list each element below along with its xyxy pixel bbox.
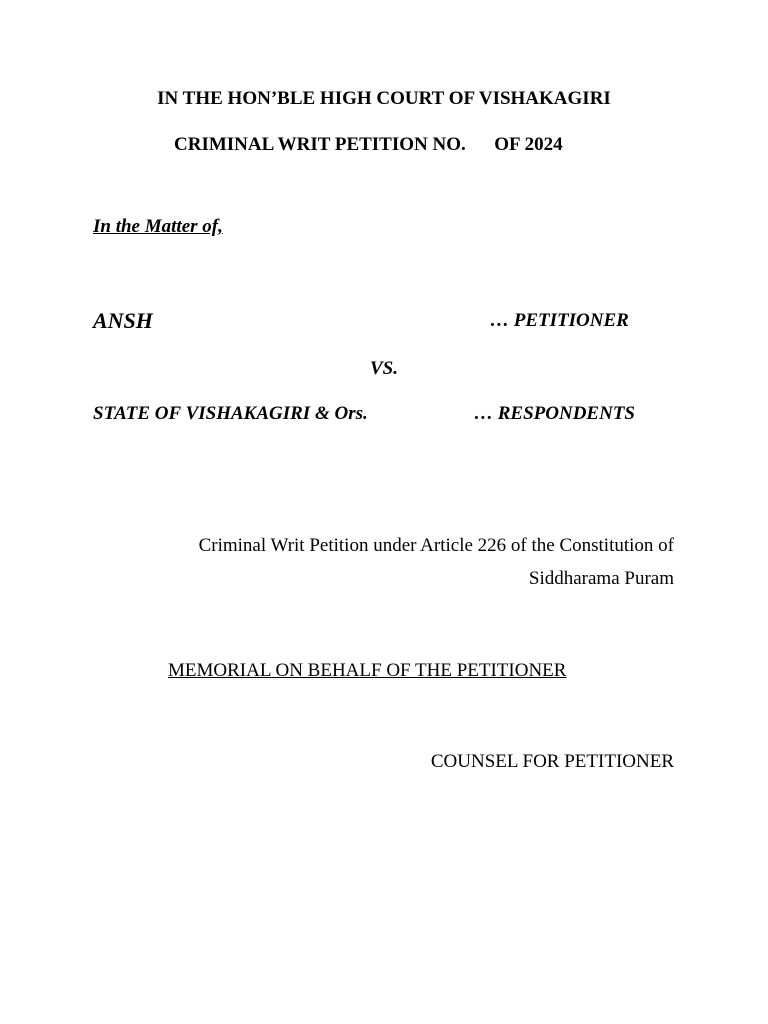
petition-number: CRIMINAL WRIT PETITION NO. OF 2024 bbox=[174, 134, 563, 155]
versus-label: VS. bbox=[370, 358, 398, 379]
respondent-name: STATE OF VISHAKAGIRI & Ors. bbox=[93, 403, 368, 424]
matter-heading: In the Matter of, bbox=[93, 216, 223, 237]
petition-description-line-1: Criminal Writ Petition under Article 226 of the Constitution of bbox=[198, 535, 674, 556]
petitioner-name: ANSH bbox=[93, 308, 153, 333]
respondent-role: … RESPONDENTS bbox=[474, 403, 635, 424]
counsel-label: COUNSEL FOR PETITIONER bbox=[430, 751, 674, 772]
petition-description-line-2: Siddharama Puram bbox=[528, 568, 674, 589]
memorial-title: MEMORIAL ON BEHALF OF THE PETITIONER bbox=[168, 660, 567, 681]
court-title: IN THE HON’BLE HIGH COURT OF VISHAKAGIRI bbox=[157, 88, 611, 109]
petitioner-role: … PETITIONER bbox=[490, 310, 629, 331]
